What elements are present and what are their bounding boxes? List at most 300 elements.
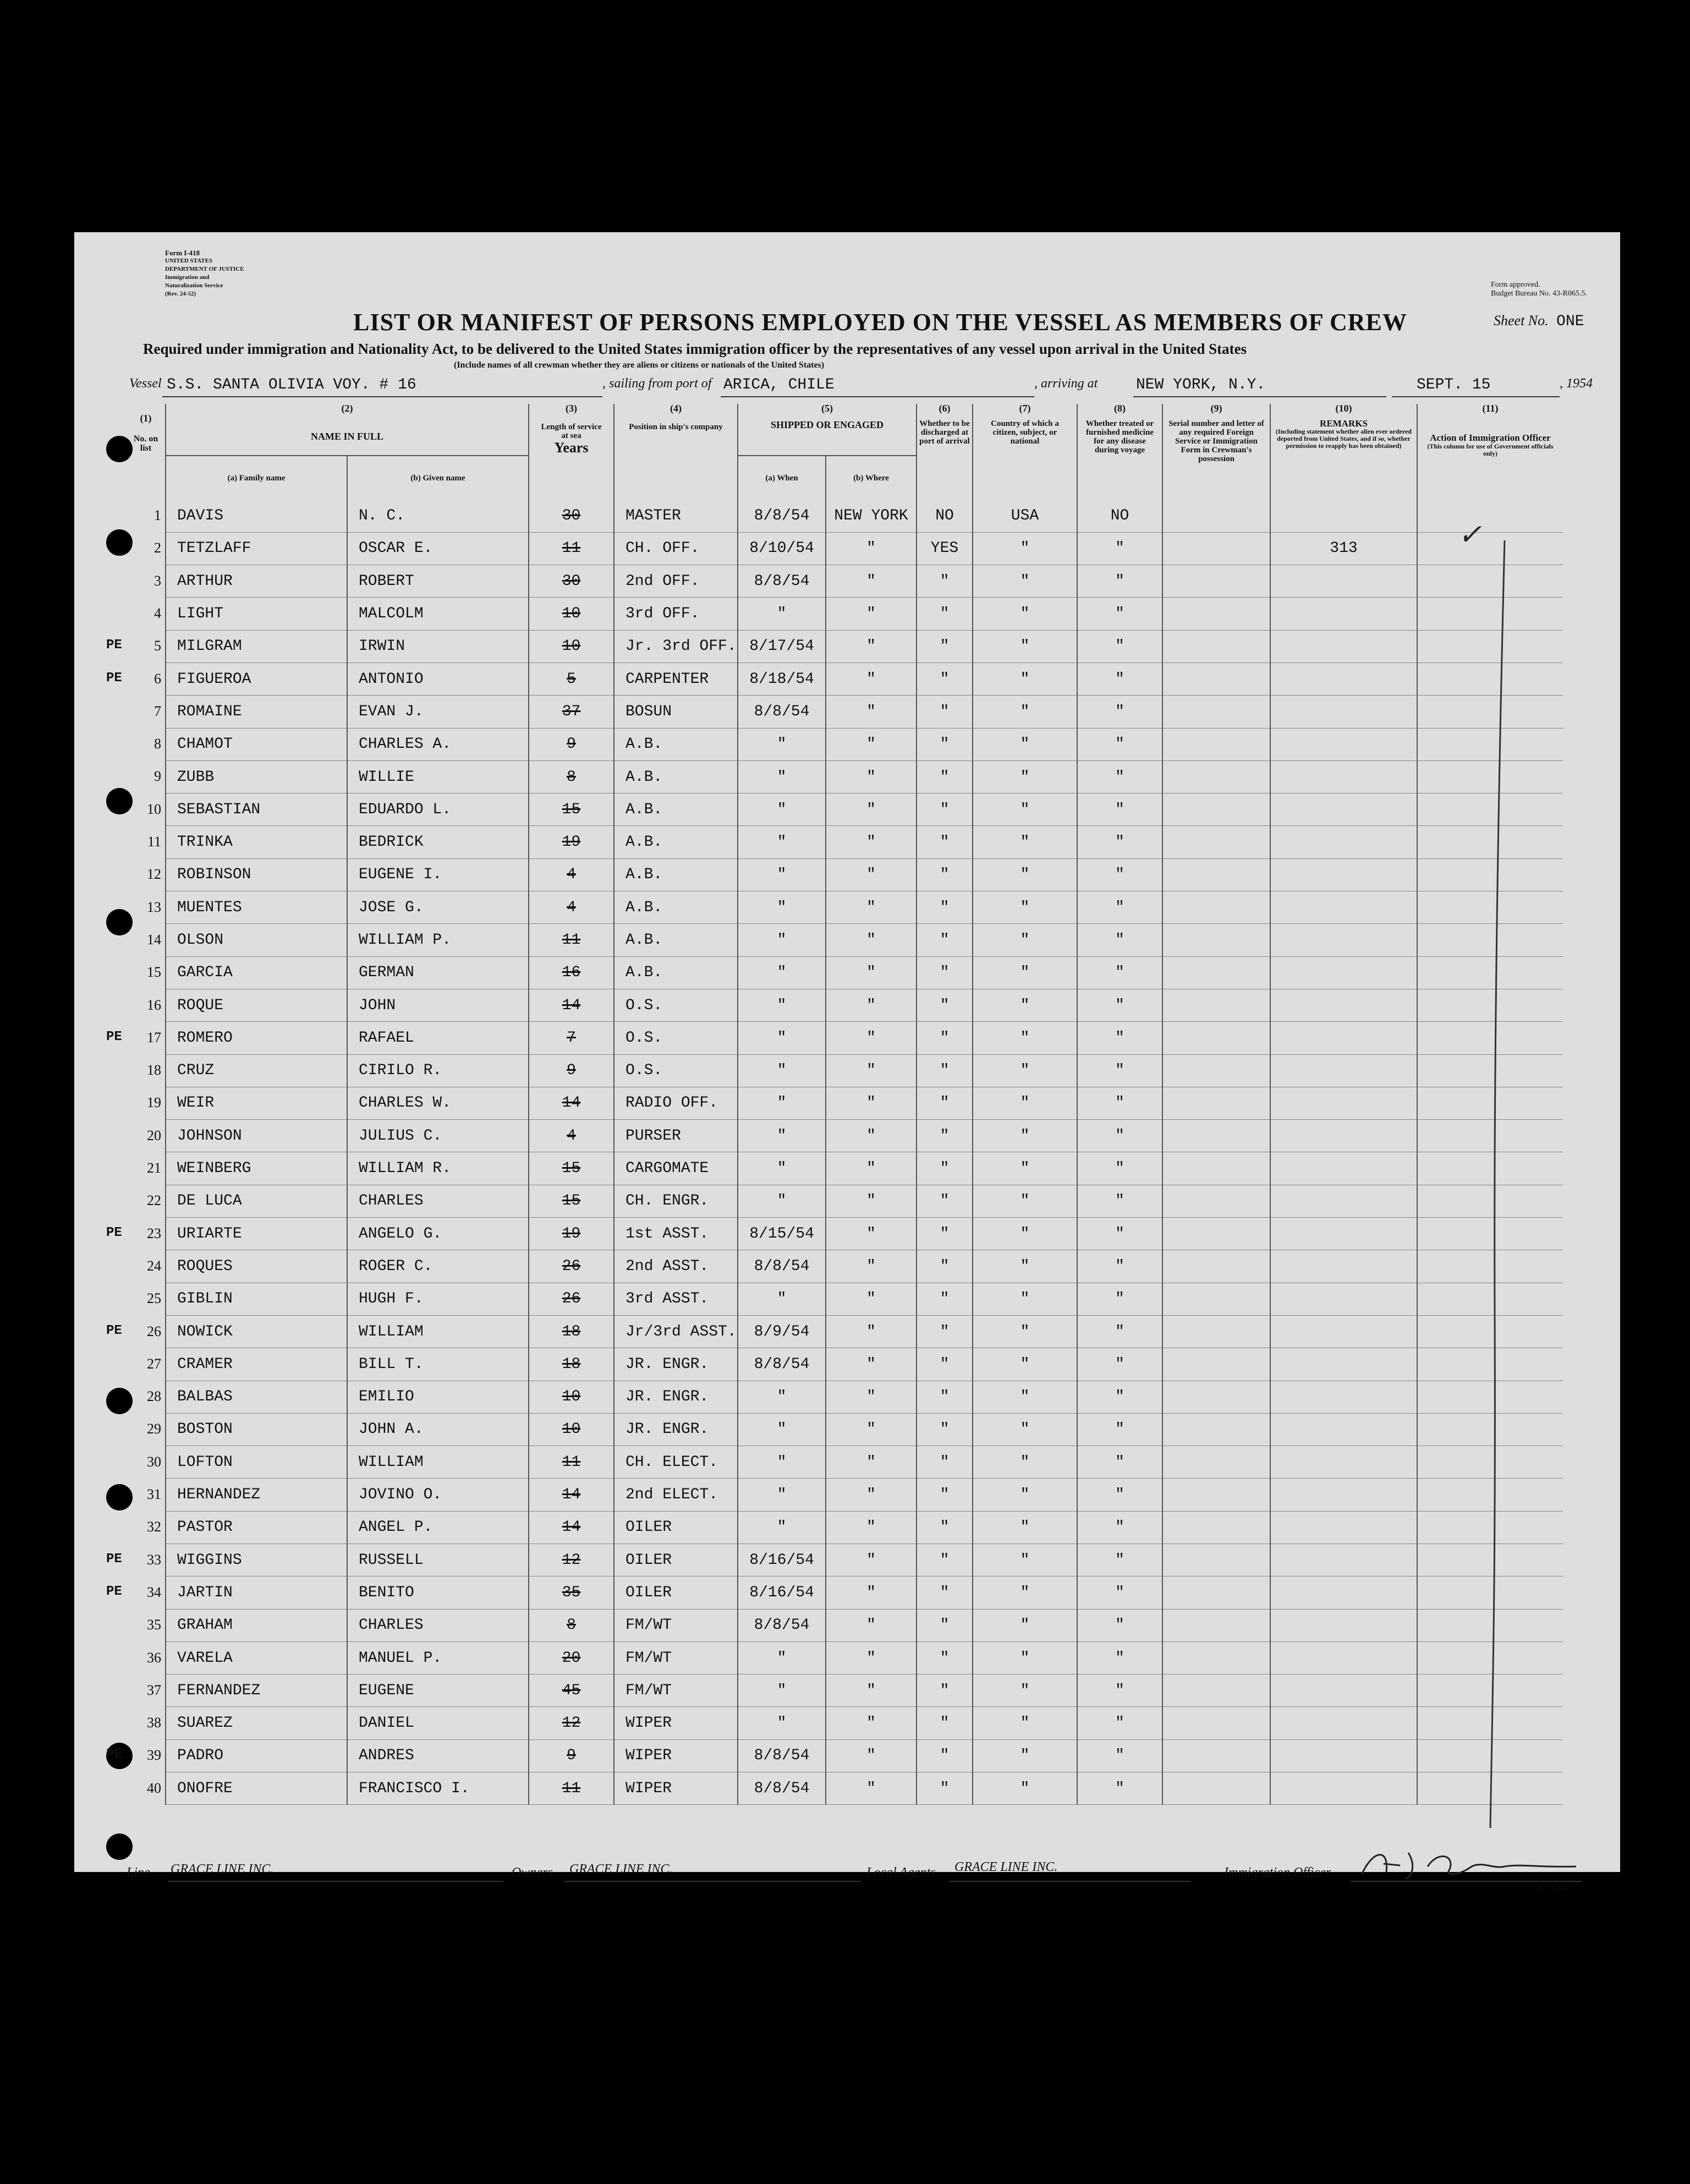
shipped-when-cell: 8/8/54 xyxy=(738,1250,826,1283)
family-name-cell: ONOFRE xyxy=(166,1772,347,1805)
family-name-cell: ZUBB xyxy=(166,760,347,793)
given-name-cell: BILL T. xyxy=(347,1348,529,1381)
given-name-cell: ANGEL P. xyxy=(347,1511,529,1543)
family-name-cell: SEBASTIAN xyxy=(166,793,347,826)
years-at-sea-cell: 19 xyxy=(529,1218,614,1250)
remarks-header xyxy=(1270,417,1417,500)
action-note: (This column for use of Government officials only) xyxy=(1427,442,1554,457)
given-name-cell: N. C. xyxy=(347,500,529,532)
owners-value: GRACE LINE INC. xyxy=(569,1862,673,1876)
discharged-header: Whether to be discharged at port of arrival xyxy=(917,417,973,500)
remarks-cell xyxy=(1270,1218,1417,1250)
given-name-cell: ROGER C. xyxy=(347,1250,529,1283)
shipped-where-cell: " xyxy=(826,1609,917,1641)
row-number: 13 xyxy=(147,899,161,915)
row-number: 2 xyxy=(154,540,161,556)
table-row xyxy=(165,1185,1563,1217)
remarks-cell xyxy=(1270,1641,1417,1674)
officer-label: Immigration Officer xyxy=(1224,1865,1331,1880)
discharged-cell: " xyxy=(917,793,973,826)
shipped-where-cell: NEW YORK xyxy=(826,500,917,532)
years-at-sea-cell: 11 xyxy=(529,1446,614,1479)
family-name-cell: ROBINSON xyxy=(166,858,347,891)
country-cell: " xyxy=(973,1152,1077,1185)
table-row xyxy=(165,1544,1563,1577)
serial-number-cell xyxy=(1162,1739,1270,1772)
years-at-sea-cell: 15 xyxy=(529,793,614,826)
treated-cell: " xyxy=(1077,1674,1162,1707)
position-cell: A.B. xyxy=(614,760,738,793)
remarks-cell xyxy=(1270,1315,1417,1348)
family-name-cell: TRINKA xyxy=(166,826,347,858)
owners-underline xyxy=(564,1881,861,1882)
row-number: 40 xyxy=(147,1780,161,1796)
table-row xyxy=(165,956,1563,989)
country-cell: " xyxy=(973,826,1077,858)
position-cell: Jr/3rd ASST. xyxy=(614,1315,738,1348)
discharged-cell: " xyxy=(917,728,973,760)
row-number: 20 xyxy=(147,1127,161,1143)
family-name-cell: GARCIA xyxy=(166,956,347,989)
row-number: 15 xyxy=(147,964,161,981)
table-row xyxy=(165,1641,1563,1674)
arrival-year: , 1954 xyxy=(1560,376,1593,391)
treated-cell: " xyxy=(1077,1772,1162,1805)
agents-label: Local Agents xyxy=(866,1865,936,1880)
shipped-where-cell: " xyxy=(826,826,917,858)
form-line: UNITED STATES DEPARTMENT OF JUSTICE xyxy=(165,258,244,272)
serial-header: Serial number and letter of any required Foreign Service or Immigration Form in Crewman's possession xyxy=(1162,417,1270,500)
no-on-list-label: No. on list xyxy=(133,434,158,453)
shipped-where-cell: " xyxy=(826,1479,917,1511)
given-name-cell: EUGENE I. xyxy=(347,858,529,891)
length-label: Length of service at sea xyxy=(541,423,602,440)
row-number: 5 xyxy=(154,638,161,654)
remarks-cell xyxy=(1270,1544,1417,1577)
serial-number-cell xyxy=(1162,696,1270,728)
shipped-where-cell: " xyxy=(826,1348,917,1381)
family-name-cell: DE LUCA xyxy=(166,1185,347,1217)
treated-cell: " xyxy=(1077,1413,1162,1446)
family-name-cell: BOSTON xyxy=(166,1413,347,1446)
family-name-cell: WEINBERG xyxy=(166,1152,347,1185)
years-at-sea-cell: 10 xyxy=(529,1381,614,1413)
treated-cell: " xyxy=(1077,1511,1162,1543)
discharged-cell: YES xyxy=(917,532,973,565)
arriving-value: NEW YORK, N.Y. xyxy=(1136,376,1266,393)
discharged-cell: " xyxy=(917,1446,973,1479)
remarks-cell xyxy=(1270,663,1417,695)
shipped-where-cell: " xyxy=(826,696,917,728)
table-row xyxy=(165,1283,1563,1315)
given-name-cell: JULIUS C. xyxy=(347,1120,529,1152)
country-cell: " xyxy=(973,532,1077,565)
given-name-cell: FRANCISCO I. xyxy=(347,1772,529,1805)
family-name-cell: HERNANDEZ xyxy=(166,1479,347,1511)
country-cell: " xyxy=(973,1120,1077,1152)
country-cell: " xyxy=(973,1022,1077,1054)
col-number-10: (10) xyxy=(1270,404,1417,417)
shipped-where-cell: " xyxy=(826,1315,917,1348)
remarks-cell xyxy=(1270,1348,1417,1381)
col-number-7: (7) xyxy=(973,404,1077,417)
line-underline xyxy=(168,1881,503,1882)
position-cell: BOSUN xyxy=(614,696,738,728)
name-in-full-header: NAME IN FULL xyxy=(166,417,529,456)
no-on-list-header xyxy=(129,414,162,453)
serial-number-cell xyxy=(1162,728,1270,760)
shipped-when-cell: 8/8/54 xyxy=(738,500,826,532)
position-cell: O.S. xyxy=(614,1022,738,1054)
shipped-when-cell: " xyxy=(738,760,826,793)
table-row xyxy=(165,760,1563,793)
discharged-cell: " xyxy=(917,1283,973,1315)
years-at-sea-cell: 9 xyxy=(529,728,614,760)
treated-cell: " xyxy=(1077,1641,1162,1674)
row-number: 39 xyxy=(147,1747,161,1764)
given-name-cell: ANDRES xyxy=(347,1739,529,1772)
shipped-when-cell: " xyxy=(738,1381,826,1413)
family-name-cell: OLSON xyxy=(166,924,347,956)
table-row xyxy=(165,1250,1563,1283)
inspector-initials: ✓ xyxy=(1458,518,1482,551)
table-row xyxy=(165,565,1563,598)
shipped-where-cell: " xyxy=(826,598,917,630)
shipped-where-cell: " xyxy=(826,1707,917,1739)
country-cell: " xyxy=(973,1446,1077,1479)
given-name-cell: OSCAR E. xyxy=(347,532,529,565)
country-header: Country of which a citizen, subject, or national xyxy=(973,417,1077,500)
agents-value: GRACE LINE INC. xyxy=(954,1860,1058,1874)
years-label: Years xyxy=(554,440,589,456)
years-at-sea-cell: 14 xyxy=(529,989,614,1021)
years-at-sea-cell: 10 xyxy=(529,630,614,663)
family-name-cell: ROQUES xyxy=(166,1250,347,1283)
shipped-where-cell: " xyxy=(826,1218,917,1250)
arriving-label: , arriving at xyxy=(1034,376,1098,391)
table-row xyxy=(165,1315,1563,1348)
row-number: 26 xyxy=(147,1323,161,1339)
years-at-sea-cell: 4 xyxy=(529,891,614,924)
family-name-cell: PADRO xyxy=(166,1739,347,1772)
shipped-where-cell: " xyxy=(826,1641,917,1674)
table-row xyxy=(165,1446,1563,1479)
years-at-sea-cell: 45 xyxy=(529,1674,614,1707)
serial-number-cell xyxy=(1162,663,1270,695)
country-cell: " xyxy=(973,663,1077,695)
remarks-cell xyxy=(1270,696,1417,728)
treated-cell: " xyxy=(1077,728,1162,760)
years-at-sea-cell: 9 xyxy=(529,1054,614,1087)
shipped-where-cell: " xyxy=(826,760,917,793)
shipped-where-cell: " xyxy=(826,1772,917,1805)
remarks-cell xyxy=(1270,924,1417,956)
serial-number-cell xyxy=(1162,565,1270,598)
serial-number-cell xyxy=(1162,1544,1270,1577)
position-cell: CARGOMATE xyxy=(614,1152,738,1185)
shipped-where-cell: " xyxy=(826,1087,917,1119)
table-row xyxy=(165,891,1563,924)
row-number: 12 xyxy=(147,866,161,883)
remarks-cell xyxy=(1270,1739,1417,1772)
years-at-sea-cell: 4 xyxy=(529,1120,614,1152)
remarks-cell xyxy=(1270,1120,1417,1152)
serial-number-cell xyxy=(1162,793,1270,826)
family-name-cell: PASTOR xyxy=(166,1511,347,1543)
country-cell: " xyxy=(973,793,1077,826)
form-number: 16-57529-1 xyxy=(1537,1884,1567,1892)
serial-number-cell xyxy=(1162,1185,1270,1217)
years-at-sea-cell: 12 xyxy=(529,1544,614,1577)
country-cell: " xyxy=(973,858,1077,891)
discharged-cell: " xyxy=(917,1348,973,1381)
owners-label: Owners xyxy=(512,1865,553,1880)
remarks-note: (Including statement whether alien ever ordered deported from United States, and if so, whether permission to reapply has been obtained) xyxy=(1276,428,1412,450)
years-at-sea-cell: 14 xyxy=(529,1511,614,1543)
serial-number-cell xyxy=(1162,760,1270,793)
length-header xyxy=(529,417,614,500)
family-name-cell: GIBLIN xyxy=(166,1283,347,1315)
punch-hole xyxy=(106,436,133,462)
given-name-cell: MALCOLM xyxy=(347,598,529,630)
remarks-cell xyxy=(1270,565,1417,598)
manifest-sheet xyxy=(74,232,1620,1892)
shipped-when-cell: " xyxy=(738,1446,826,1479)
years-at-sea-cell: 37 xyxy=(529,696,614,728)
country-cell: USA xyxy=(973,500,1077,532)
action-column-line xyxy=(1483,540,1516,1839)
form-identifier xyxy=(165,249,248,298)
position-cell: MASTER xyxy=(614,500,738,532)
shipped-when-cell: 8/8/54 xyxy=(738,1772,826,1805)
row-number: 36 xyxy=(147,1649,161,1666)
serial-number-cell xyxy=(1162,1315,1270,1348)
col-number-5: (5) xyxy=(738,404,917,417)
row-number: 6 xyxy=(154,670,161,687)
remarks-cell xyxy=(1270,1674,1417,1707)
country-cell: " xyxy=(973,1511,1077,1543)
given-name-cell: IRWIN xyxy=(347,630,529,663)
position-cell: WIPER xyxy=(614,1739,738,1772)
remarks-cell xyxy=(1270,1152,1417,1185)
row-number: 11 xyxy=(147,834,161,850)
vessel-label: Vessel xyxy=(129,376,162,391)
treated-cell: " xyxy=(1077,1739,1162,1772)
serial-number-cell xyxy=(1162,532,1270,565)
country-cell: " xyxy=(973,1739,1077,1772)
serial-number-cell xyxy=(1162,989,1270,1021)
table-row xyxy=(165,1739,1563,1772)
col-number-4: (4) xyxy=(614,404,738,417)
treated-cell: " xyxy=(1077,1218,1162,1250)
family-name-cell: ROMAINE xyxy=(166,696,347,728)
years-at-sea-cell: 19 xyxy=(529,826,614,858)
shipped-where-cell: " xyxy=(826,1413,917,1446)
discharged-cell: " xyxy=(917,1707,973,1739)
table-row xyxy=(165,1674,1563,1707)
when-header: (a) When xyxy=(738,456,826,500)
serial-number-cell xyxy=(1162,1120,1270,1152)
shipped-when-cell: 8/8/54 xyxy=(738,565,826,598)
remarks-cell xyxy=(1270,1250,1417,1283)
country-cell: " xyxy=(973,1609,1077,1641)
given-name-cell: WILLIE xyxy=(347,760,529,793)
discharged-cell: " xyxy=(917,1120,973,1152)
remarks-cell xyxy=(1270,1577,1417,1609)
country-cell: " xyxy=(973,1087,1077,1119)
treated-cell: " xyxy=(1077,891,1162,924)
sheet-value: ONE xyxy=(1556,313,1584,330)
family-name-header: (a) Family name xyxy=(166,456,347,500)
country-cell: " xyxy=(973,1577,1077,1609)
arrival-date: SEPT. 15 xyxy=(1417,376,1491,393)
country-cell: " xyxy=(973,956,1077,989)
remarks-cell xyxy=(1270,1283,1417,1315)
years-at-sea-cell: 12 xyxy=(529,1707,614,1739)
family-name-cell: TETZLAFF xyxy=(166,532,347,565)
row-number: 22 xyxy=(147,1192,161,1209)
family-name-cell: ROMERO xyxy=(166,1022,347,1054)
treated-cell: " xyxy=(1077,1120,1162,1152)
shipped-where-cell: " xyxy=(826,630,917,663)
treated-cell: " xyxy=(1077,1185,1162,1217)
table-row xyxy=(165,532,1563,565)
row-number: 3 xyxy=(154,572,161,589)
serial-number-cell xyxy=(1162,1446,1270,1479)
given-name-cell: JOSE G. xyxy=(347,891,529,924)
treated-cell: " xyxy=(1077,1250,1162,1283)
given-name-cell: ROBERT xyxy=(347,565,529,598)
treated-cell: " xyxy=(1077,1022,1162,1054)
given-name-cell: CHARLES xyxy=(347,1185,529,1217)
serial-number-cell xyxy=(1162,1087,1270,1119)
position-cell: A.B. xyxy=(614,924,738,956)
given-name-cell: CHARLES A. xyxy=(347,728,529,760)
treated-cell: " xyxy=(1077,1381,1162,1413)
family-name-cell: MILGRAM xyxy=(166,630,347,663)
country-cell: " xyxy=(973,1185,1077,1217)
table-row xyxy=(165,989,1563,1021)
position-cell: A.B. xyxy=(614,793,738,826)
shipped-where-cell: " xyxy=(826,728,917,760)
shipped-where-cell: " xyxy=(826,1674,917,1707)
discharged-cell: " xyxy=(917,858,973,891)
row-number: 24 xyxy=(147,1257,161,1274)
years-at-sea-cell: 9 xyxy=(529,1739,614,1772)
family-name-cell: FERNANDEZ xyxy=(166,1674,347,1707)
serial-number-cell xyxy=(1162,1152,1270,1185)
years-at-sea-cell: 10 xyxy=(529,1413,614,1446)
row-number: 31 xyxy=(147,1486,161,1502)
table-row xyxy=(165,1479,1563,1511)
shipped-where-cell: " xyxy=(826,1381,917,1413)
given-name-cell: RUSSELL xyxy=(347,1544,529,1577)
treated-cell: " xyxy=(1077,760,1162,793)
shipped-when-cell: " xyxy=(738,598,826,630)
row-number: 9 xyxy=(154,768,161,785)
given-name-cell: EDUARDO L. xyxy=(347,793,529,826)
shipped-when-cell: 8/15/54 xyxy=(738,1218,826,1250)
shipped-when-cell: " xyxy=(738,1511,826,1543)
position-cell: 3rd ASST. xyxy=(614,1283,738,1315)
discharged-cell: " xyxy=(917,1772,973,1805)
table-row xyxy=(165,1413,1563,1446)
years-at-sea-cell: 16 xyxy=(529,956,614,989)
position-cell: A.B. xyxy=(614,956,738,989)
serial-number-cell xyxy=(1162,1054,1270,1087)
discharged-cell: " xyxy=(917,1185,973,1217)
shipped-when-cell: " xyxy=(738,891,826,924)
given-name-cell: EVAN J. xyxy=(347,696,529,728)
years-at-sea-cell: 26 xyxy=(529,1283,614,1315)
family-name-cell: FIGUEROA xyxy=(166,663,347,695)
serial-number-cell xyxy=(1162,1609,1270,1641)
discharged-cell: " xyxy=(917,1413,973,1446)
country-cell: " xyxy=(973,728,1077,760)
pe-mark: PE xyxy=(106,1551,122,1567)
years-at-sea-cell: 30 xyxy=(529,500,614,532)
years-at-sea-cell: 10 xyxy=(529,598,614,630)
discharged-cell: " xyxy=(917,1087,973,1119)
discharged-cell: " xyxy=(917,1479,973,1511)
serial-number-cell xyxy=(1162,1479,1270,1511)
years-at-sea-cell: 11 xyxy=(529,532,614,565)
table-row xyxy=(165,1609,1563,1641)
years-at-sea-cell: 14 xyxy=(529,1087,614,1119)
row-number: 1 xyxy=(154,507,161,523)
remarks-cell xyxy=(1270,858,1417,891)
family-name-cell: ARTHUR xyxy=(166,565,347,598)
discharged-cell: " xyxy=(917,630,973,663)
family-name-cell: URIARTE xyxy=(166,1218,347,1250)
row-number: 27 xyxy=(147,1355,161,1372)
pe-mark: PE xyxy=(106,1584,122,1599)
country-cell: " xyxy=(973,989,1077,1021)
shipped-when-cell: " xyxy=(738,924,826,956)
shipped-when-cell: " xyxy=(738,1022,826,1054)
position-cell: RADIO OFF. xyxy=(614,1087,738,1119)
officer-action-cell xyxy=(1417,500,1563,532)
discharged-cell: " xyxy=(917,1022,973,1054)
years-at-sea-cell: 11 xyxy=(529,1772,614,1805)
given-name-cell: JOHN A. xyxy=(347,1413,529,1446)
treated-cell: " xyxy=(1077,1348,1162,1381)
treated-cell: " xyxy=(1077,1544,1162,1577)
discharged-cell: " xyxy=(917,1739,973,1772)
position-cell: CARPENTER xyxy=(614,663,738,695)
remarks-cell xyxy=(1270,630,1417,663)
row-number: 14 xyxy=(147,931,161,948)
family-name-cell: WIGGINS xyxy=(166,1544,347,1577)
remarks-cell: 313 xyxy=(1270,532,1417,565)
row-number: 28 xyxy=(147,1388,161,1405)
years-at-sea-cell: 8 xyxy=(529,760,614,793)
shipped-where-cell: " xyxy=(826,1577,917,1609)
shipped-when-cell: " xyxy=(738,989,826,1021)
row-number: 35 xyxy=(147,1617,161,1633)
shipped-when-cell: " xyxy=(738,1087,826,1119)
treated-cell: " xyxy=(1077,598,1162,630)
treated-cell: " xyxy=(1077,1054,1162,1087)
treated-cell: " xyxy=(1077,858,1162,891)
shipped-when-cell: " xyxy=(738,1479,826,1511)
row-number: 34 xyxy=(147,1584,161,1600)
shipped-where-cell: " xyxy=(826,565,917,598)
discharged-cell: NO xyxy=(917,500,973,532)
shipped-where-cell: " xyxy=(826,1511,917,1543)
discharged-cell: " xyxy=(917,1381,973,1413)
row-number: 4 xyxy=(154,605,161,621)
